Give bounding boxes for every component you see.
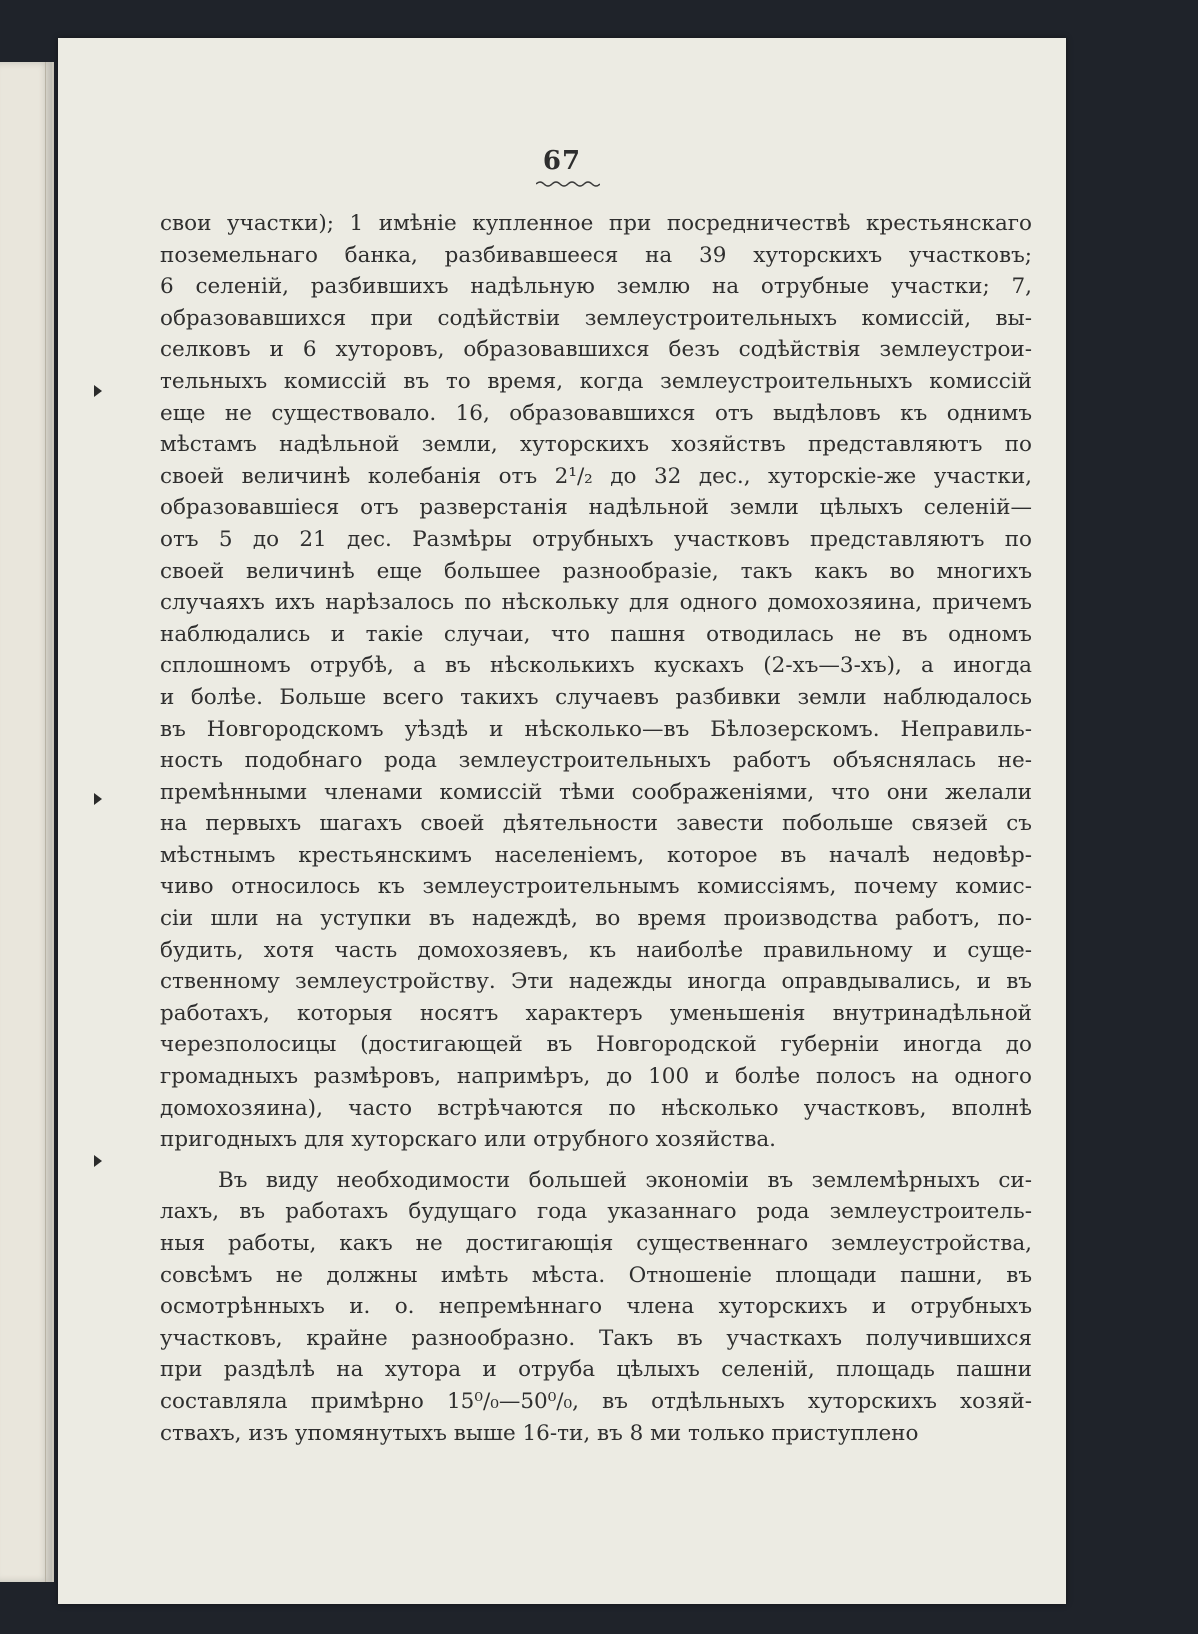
text-line: и болѣе. Больше всего такихъ случаевъ разбивки земли наблюдалось bbox=[160, 684, 1032, 710]
text-line: работахъ, которыя носятъ характеръ уменьшенія внутринадѣльной bbox=[160, 1000, 1032, 1026]
ornament-icon bbox=[536, 180, 600, 188]
text-line: 6 селеній, разбившихъ надѣльную землю на отрубные участки; 7, bbox=[160, 274, 1032, 300]
paragraph-1 bbox=[160, 208, 1032, 1156]
text-line: участковъ, крайне разнообразно. Такъ въ участкахъ получившихся bbox=[160, 1325, 1032, 1351]
text-line: селковъ и 6 хуторовъ, образовавшихся безъ содѣйствія землеустрои- bbox=[160, 337, 1032, 363]
text-line: случаяхъ ихъ нарѣзалось по нѣскольку для одного домохозяина, причемъ bbox=[160, 590, 1032, 616]
text-line: сплошномъ отрубѣ, а въ нѣсколькихъ кускахъ (2-хъ—3-хъ), а иногда bbox=[160, 653, 1032, 679]
text-line: чиво относилось къ землеустроительнымъ комиссіямъ, почему комис- bbox=[160, 874, 1032, 900]
text-line: мѣстамъ надѣльной земли, хуторскихъ хозяйствъ представляютъ по bbox=[160, 432, 1032, 458]
text-line: составляла примѣрно 15⁰/₀—50⁰/₀, въ отдѣльныхъ хуторскихъ хозяй- bbox=[160, 1388, 1032, 1414]
text-line: премѣнными членами комиссій тѣми соображеніями, что они желали bbox=[160, 779, 1032, 805]
text-line: при раздѣлѣ на хутора и отруба цѣлыхъ селеній, площадь пашни bbox=[160, 1357, 1032, 1383]
text-line: свои участки); 1 имѣніе купленное при посредничествѣ крестьянскаго bbox=[160, 211, 1032, 236]
text-line: Въ виду необходимости большей экономіи въ землемѣрныхъ си- bbox=[218, 1167, 1032, 1193]
text-line: образовавшіеся отъ разверстанія надѣльной земли цѣлыхъ селеній— bbox=[160, 495, 1032, 521]
paragraph-2 bbox=[160, 1165, 1032, 1449]
page-number: 67 bbox=[542, 146, 582, 176]
text-line: наблюдались и такіе случаи, что пашня отводилась не въ одномъ bbox=[160, 621, 1032, 647]
text-line: тельныхъ комиссій въ то время, когда землеустроительныхъ комиссій bbox=[160, 368, 1032, 394]
text-line: пригодныхъ для хуторскаго или отрубного хозяйства. bbox=[160, 1127, 777, 1153]
text-line: отъ 5 до 21 дес. Размѣры отрубныхъ участковъ представляютъ по bbox=[160, 526, 1032, 552]
text-line: громадныхъ размѣровъ, напримѣръ, до 100 и болѣе полосъ на одного bbox=[160, 1064, 1032, 1090]
margin-mark bbox=[94, 385, 102, 397]
text-line: ныя работы, какъ не достигающія существеннаго землеустройства, bbox=[160, 1231, 1032, 1256]
text-line: на первыхъ шагахъ своей дѣятельности завести побольше связей съ bbox=[160, 811, 1032, 837]
book-page bbox=[58, 38, 1066, 1604]
text-line: еще не существовало. 16, образовавшихся отъ выдѣловъ къ однимъ bbox=[160, 400, 1032, 426]
text-line: сіи шли на уступки въ надеждѣ, во время производства работъ, по- bbox=[160, 906, 1032, 932]
text-line: своей величинѣ колебанія отъ 2¹/₂ до 32 дес., хуторскіе-же участки, bbox=[160, 463, 1032, 489]
text-line: ственному землеустройству. Эти надежды иногда оправдывались, и въ bbox=[160, 969, 1032, 995]
text-line: въ Новгородскомъ уѣздѣ и нѣсколько—въ Бѣлозерскомъ. Неправиль- bbox=[160, 716, 1032, 742]
text-line: лахъ, въ работахъ будущаго года указаннаго рода землеустроитель- bbox=[160, 1199, 1032, 1225]
text-line: своей величинѣ еще большее разнообразіе, такъ какъ во многихъ bbox=[160, 558, 1032, 584]
text-line: совсѣмъ не должны имѣть мѣста. Отношеніе площади пашни, въ bbox=[160, 1262, 1032, 1288]
previous-page-edge bbox=[0, 62, 54, 1582]
text-line: будить, хотя часть домохозяевъ, къ наиболѣе правильному и суще- bbox=[160, 937, 1032, 963]
text-line: поземельнаго банка, разбивавшееся на 39 хуторскихъ участковъ; bbox=[160, 242, 1032, 268]
text-line: мѣстнымъ крестьянскимъ населеніемъ, которое въ началѣ недовѣр- bbox=[160, 842, 1032, 868]
body-text bbox=[160, 208, 1032, 1449]
text-line: осмотрѣнныхъ и. о. непремѣннаго члена хуторскихъ и отрубныхъ bbox=[160, 1294, 1032, 1320]
text-line: черезполосицы (достигающей въ Новгородской губерніи иногда до bbox=[160, 1032, 1032, 1058]
text-line: ствахъ, изъ упомянутыхъ выше 16-ти, въ 8 ми только приступлено bbox=[160, 1420, 919, 1446]
text-line: домохозяина), часто встрѣчаются по нѣсколько участковъ, вполнѣ bbox=[160, 1095, 1032, 1121]
text-line: ность подобнаго рода землеустроительныхъ работъ объяснялась не- bbox=[160, 748, 1032, 774]
margin-mark bbox=[94, 793, 102, 805]
margin-mark bbox=[94, 1155, 102, 1167]
text-line: образовавшихся при содѣйствіи землеустроительныхъ комиссій, вы- bbox=[160, 305, 1032, 331]
